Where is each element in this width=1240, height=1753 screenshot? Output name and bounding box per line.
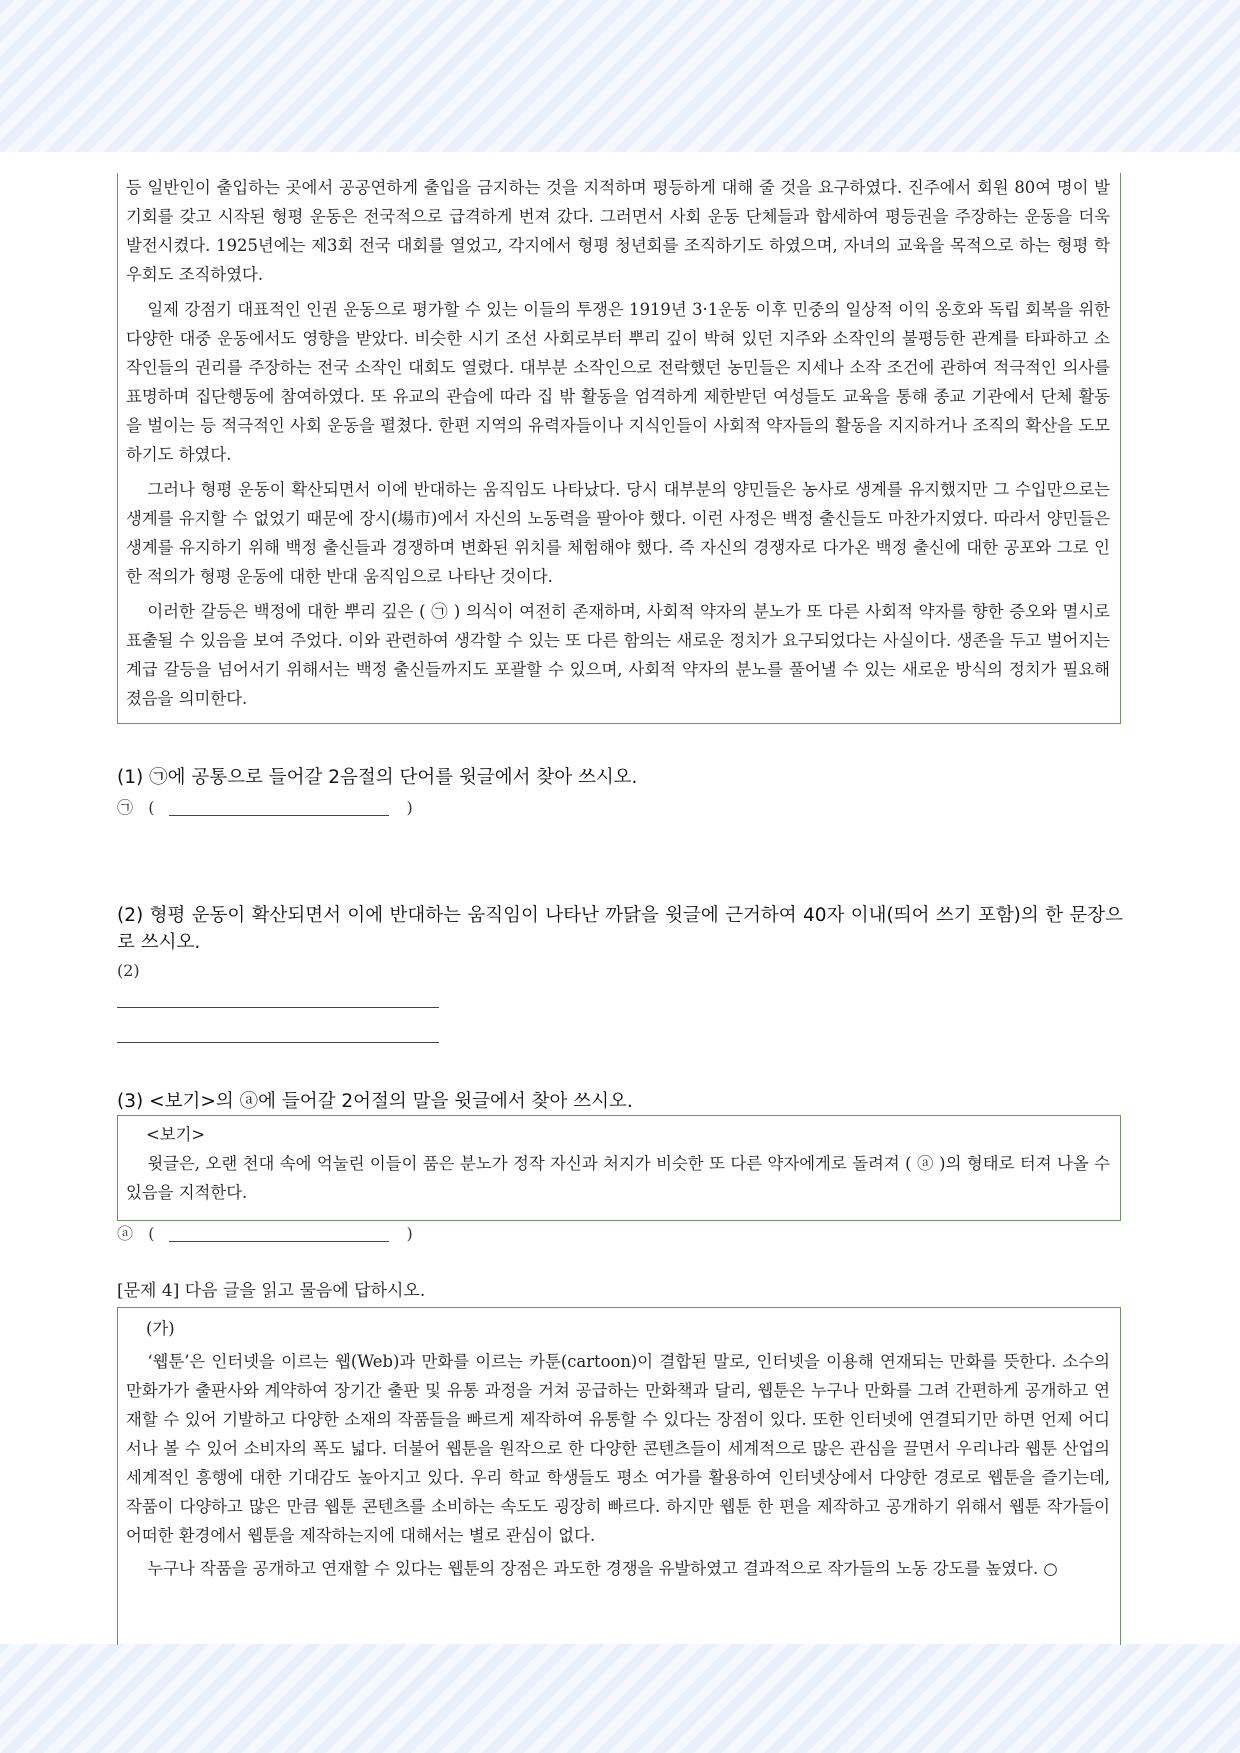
answer-2-label: (2)	[117, 961, 140, 980]
passage-paragraph: 등 일반인이 출입하는 곳에서 공공연하게 출입을 금지하는 것을 지적하며 평등하게 대해 줄 것을 요구하였다. 진주에서 회원 80여 명이 발기회를 갖고 시작된 형평 운동은 전국적으로 급격하게 번져 갔다. 그러면서 사회 운동 단체들과 합세하여 평등권을 주장하는 운동을 더욱 발전시켰다. 1925년에는 제3회 전국 대회를 열었고, 각지에서 형평 청년회를 조직하기도 하였으며, 자녀의 교육을 목적으로 하는 형평 학우회도 조직하였다.	[126, 178, 1110, 284]
answer-3[interactable]: ⓐ ( )	[117, 1224, 413, 1243]
bogi-text: 윗글은, 오랜 천대 속에 억눌린 이들이 품은 분노가 정작 자신과 처지가 비슷한 또 다른 약자에게로 돌려져 ( ⓐ )의 형태로 터져 나올 수 있음을 지적한다.	[126, 1154, 1110, 1202]
answer-mark: ⓐ	[117, 1224, 134, 1243]
passage-paragraph: ‘웹툰’은 인터넷을 이르는 웹(Web)과 만화를 이르는 카툰(cartoon)이 결합된 말로, 인터넷을 이용해 연재되는 만화를 뜻한다. 소수의 만화가가 출판사와 계약하여 장기간 출판 및 유통 과정을 거쳐 공급하는 만화책과 달리, 웹툰은 누구나 만화를 그려 간편하게 공개하고 연재할 수 있어 기발하고 다양한 소재의 작품들을 빠르게 제작하여 유통할 수 있다는 장점이 있다. 또한 인터넷에 연결되기만 하면 언제 어디서나 볼 수 있어 소비자의 폭도 넓다. 더불어 웹툰을 원작으로 한 다양한 콘텐츠들이 세계적으로 많은 관심을 끌면서 우리나라 웹툰 산업의 세계적인 흥행에 대한 기대감도 높아지고 있다. 우리 학교 학생들도 평소 여가를 활용하여 인터넷상에서 다양한 경로로 웹툰을 즐기는데, 작품이 다양하고 많은 만큼 웹툰 콘텐츠를 소비하는 속도도 굉장히 빠르다. 하지만 웹툰 한 편을 제작하고 공개하기 위해서 웹툰 작가들이 어떠한 환경에서 웹툰을 제작하는지에 대해서는 별로 관심이 없다.	[126, 1352, 1110, 1545]
answer-blank-1[interactable]	[169, 801, 389, 816]
answer-mark: ㉠	[117, 798, 134, 817]
question-1: (1) ㉠에 공통으로 들어갈 2음절의 단어를 윗글에서 찾아 쓰시오.	[117, 767, 638, 788]
passage-paragraph: 일제 강점기 대표적인 인권 운동으로 평가할 수 있는 이들의 투쟁은 1919년 3·1운동 이후 민중의 일상적 이익 옹호와 독립 회복을 위한 다양한 대중 운동에서도 영향을 받았다. 비슷한 시기 조선 사회로부터 뿌리 깊이 박혀 있던 지주와 소작인의 불평등한 관계를 타파하고 소작인들의 권리를 주장하는 전국 소작인 대회도 열렸다. 대부분 소작인으로 전락했던 농민들은 지세나 소작 조건에 관하여 적극적인 의사를 표명하며 집단행동에 참여하였다. 또 유교의 관습에 따라 집 밖 활동을 엄격하게 제한받던 여성들도 교육을 통해 종교 기관에서 단체 활동을 벌이는 등 적극적인 사회 운동을 펼쳤다. 한편 지역의 유력자들이나 지식인들이 사회적 약자들의 활동을 지지하거나 조직의 확산을 도모하기도 하였다.	[126, 300, 1110, 464]
answer-line-2a[interactable]	[117, 1007, 439, 1008]
question-3: (3) <보기>의 ⓐ에 들어갈 2어절의 말을 윗글에서 찾아 쓰시오.	[117, 1091, 633, 1112]
answer-line-2b[interactable]	[117, 1042, 439, 1043]
problem-4-heading: [문제 4] 다음 글을 읽고 물음에 답하시오.	[117, 1281, 426, 1301]
bogi-label: <보기>	[146, 1125, 206, 1144]
exam-page	[0, 152, 1240, 1644]
answer-blank-3[interactable]	[169, 1227, 389, 1242]
passage-label: (가)	[146, 1319, 175, 1338]
passage-paragraph: 이러한 갈등은 백정에 대한 뿌리 깊은 ( ㉠ ) 의식이 여전히 존재하며, 사회적 약자의 분노가 또 다른 사회적 약자를 향한 증오와 멸시로 표출될 수 있음을 보여 주었다. 이와 관련하여 생각할 수 있는 또 다른 함의는 새로운 정치가 요구되었다는 사실이다. 생존을 두고 벌어지는 계급 갈등을 넘어서기 위해서는 백정 출신들까지도 포괄할 수 있으며, 사회적 약자의 분노를 풀어낼 수 있는 새로운 방식의 정치가 필요해졌음을 의미한다.	[126, 602, 1110, 708]
passage-paragraph: 그러나 형평 운동이 확산되면서 이에 반대하는 움직임도 나타났다. 당시 대부분의 양민들은 농사로 생계를 유지했지만 그 수입만으로는 생계를 유지할 수 없었기 때문에 장시(場市)에서 자신의 노동력을 팔아야 했다. 이런 사정은 백정 출신들도 마찬가지였다. 따라서 양민들은 생계를 유지하기 위해 백정 출신들과 경쟁하며 변화된 위치를 체험해야 했다. 즉 자신의 경쟁자로 다가온 백정 출신에 대한 공포와 그로 인한 적의가 형평 운동에 대한 반대 움직임으로 나타난 것이다.	[126, 480, 1110, 586]
passage-box-2	[117, 1307, 1121, 1645]
question-2: (2) 형평 운동이 확산되면서 이에 반대하는 움직임이 나타난 까닭을 윗글에 근거하여 40자 이내(띄어 쓰기 포함)의 한 문장으로 쓰시오.	[117, 905, 1123, 953]
passage-paragraph: 누구나 작품을 공개하고 연재할 수 있다는 웹툰의 장점은 과도한 경쟁을 유발하였고 결과적으로 작가들의 노동 강도를 높였다. ○	[147, 1559, 1058, 1578]
passage-box-1	[117, 173, 1121, 724]
answer-1[interactable]: ㉠ ( )	[117, 798, 413, 817]
bogi-box	[117, 1115, 1121, 1221]
